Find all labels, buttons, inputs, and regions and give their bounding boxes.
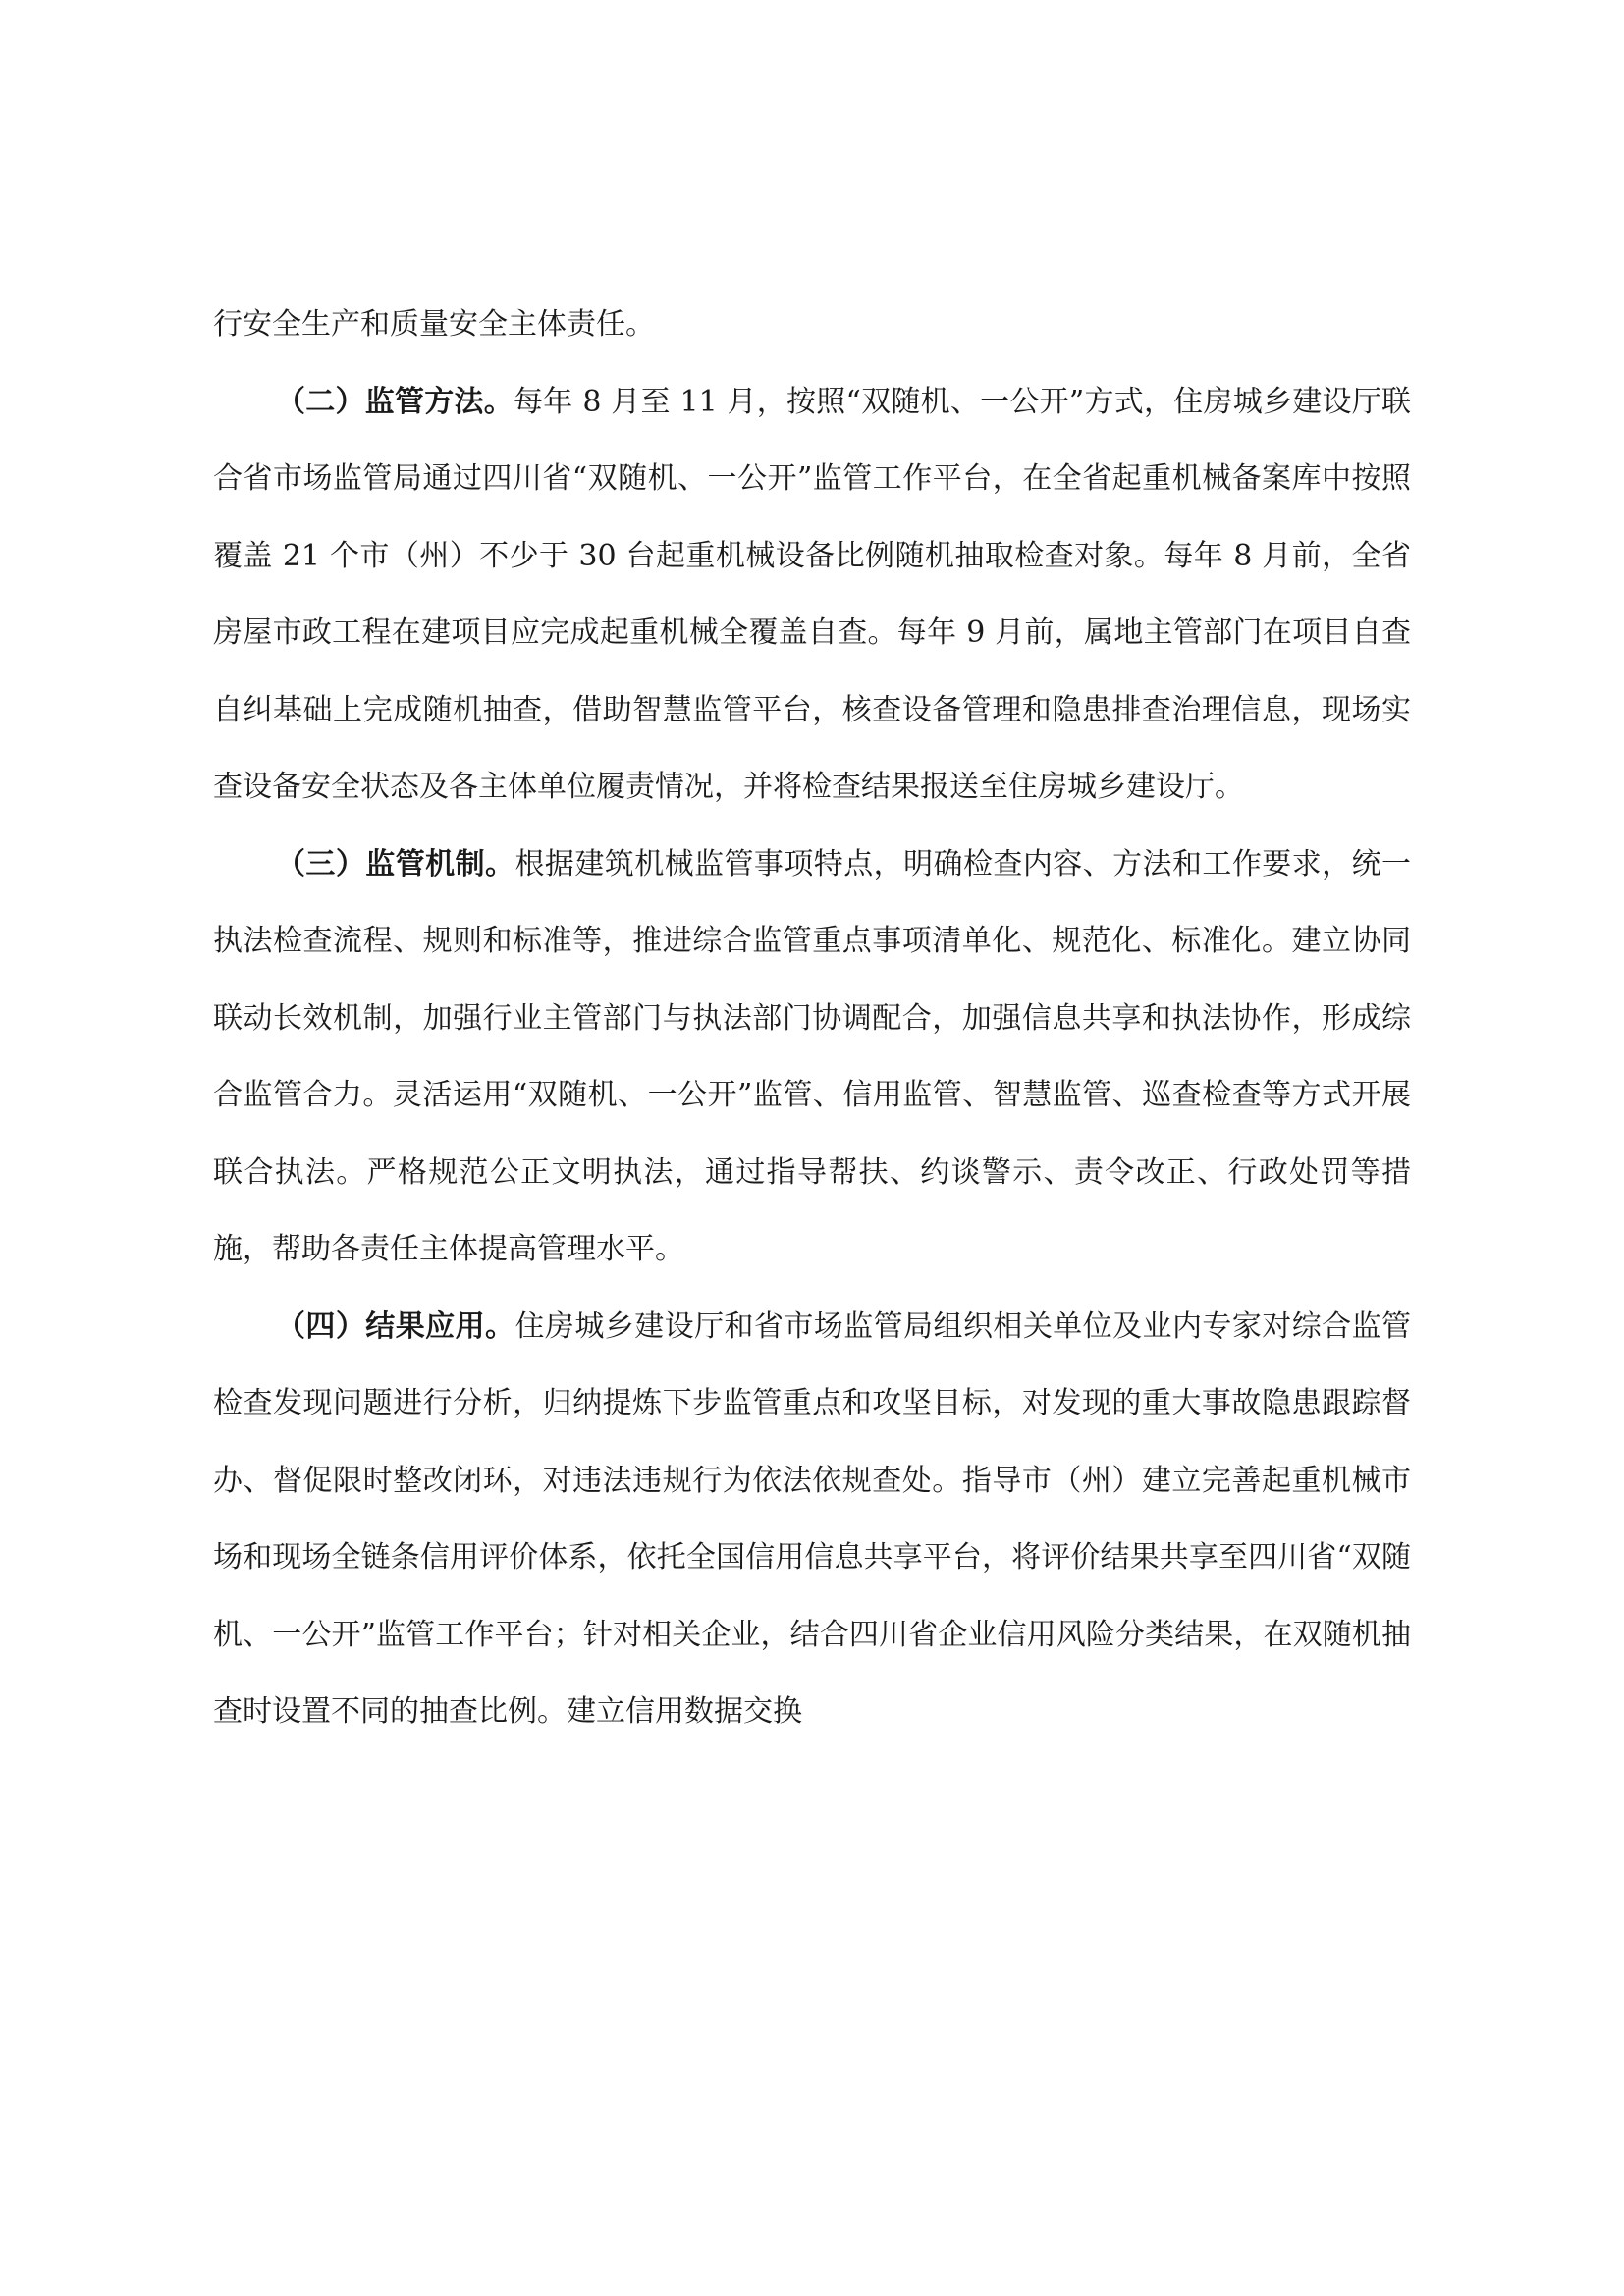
paragraph-text: 每年 8 月至 11 月，按照“双随机、一公开”方式，住房城乡建设厅联合省市场监管局通过四川省“双随机、一公开”监管工作平台，在全省起重机械备案库中按照覆盖 21 个市（州）不少于 30 台起重机械设备比例随机抽取检查对象。每年 8 月前，全省房屋市政工程在建项目应完成起重机械全覆盖自查。每年 9 月前，属地主管部门在项目自查自纠基础上完成随机抽查，借助智慧监管平台，核查设备管理和隐患排查治理信息，现场实查设备安全状态及各主体单位履责情况，并将检查结果报送至住房城乡建设厅。 (213, 384, 1411, 804)
paragraph-text: 住房城乡建设厅和省市场监管局组织相关单位及业内专家对综合监管检查发现问题进行分析，归纳提炼下步监管重点和攻坚目标，对发现的重大事故隐患跟踪督办、督促限时整改闭环，对违法违规行为依法依规查处。指导市（州）建立完善起重机械市场和现场全链条信用评价体系，依托全国信用信息共享平台，将评价结果共享至四川省“双随机、一公开”监管工作平台；针对相关企业，结合四川省企业信用风险分类结果，在双随机抽查时设置不同的抽查比例。建立信用数据交换 (213, 1308, 1412, 1729)
section-heading: （二）监管方法。 (276, 384, 514, 419)
paragraph-text: 根据建筑机械监管事项特点，明确检查内容、方法和工作要求，统一执法检查流程、规则和标准等，推进综合监管重点事项清单化、规范化、标准化。建立协同联动长效机制，加强行业主管部门与执法部门协调配合，加强信息共享和执法协作，形成综合监管合力。灵活运用“双随机、一公开”监管、信用监管、智慧监管、巡查检查等方式开展联合执法。严格规范公正文明执法，通过指导帮扶、约谈警示、责令改正、行政处罚等措施，帮助各责任主体提高管理水平。 (213, 846, 1412, 1266)
document-body (213, 287, 1411, 1751)
paragraph-result-application (213, 1289, 1411, 1751)
paragraph-continuation (213, 287, 1411, 364)
paragraph-supervision-mechanism (213, 827, 1411, 1289)
paragraph-text: 行安全生产和质量安全主体责任。 (213, 307, 655, 342)
section-heading: （三）监管机制。 (276, 846, 515, 881)
section-heading: （四）结果应用。 (276, 1308, 515, 1344)
paragraph-supervision-method (213, 364, 1411, 827)
